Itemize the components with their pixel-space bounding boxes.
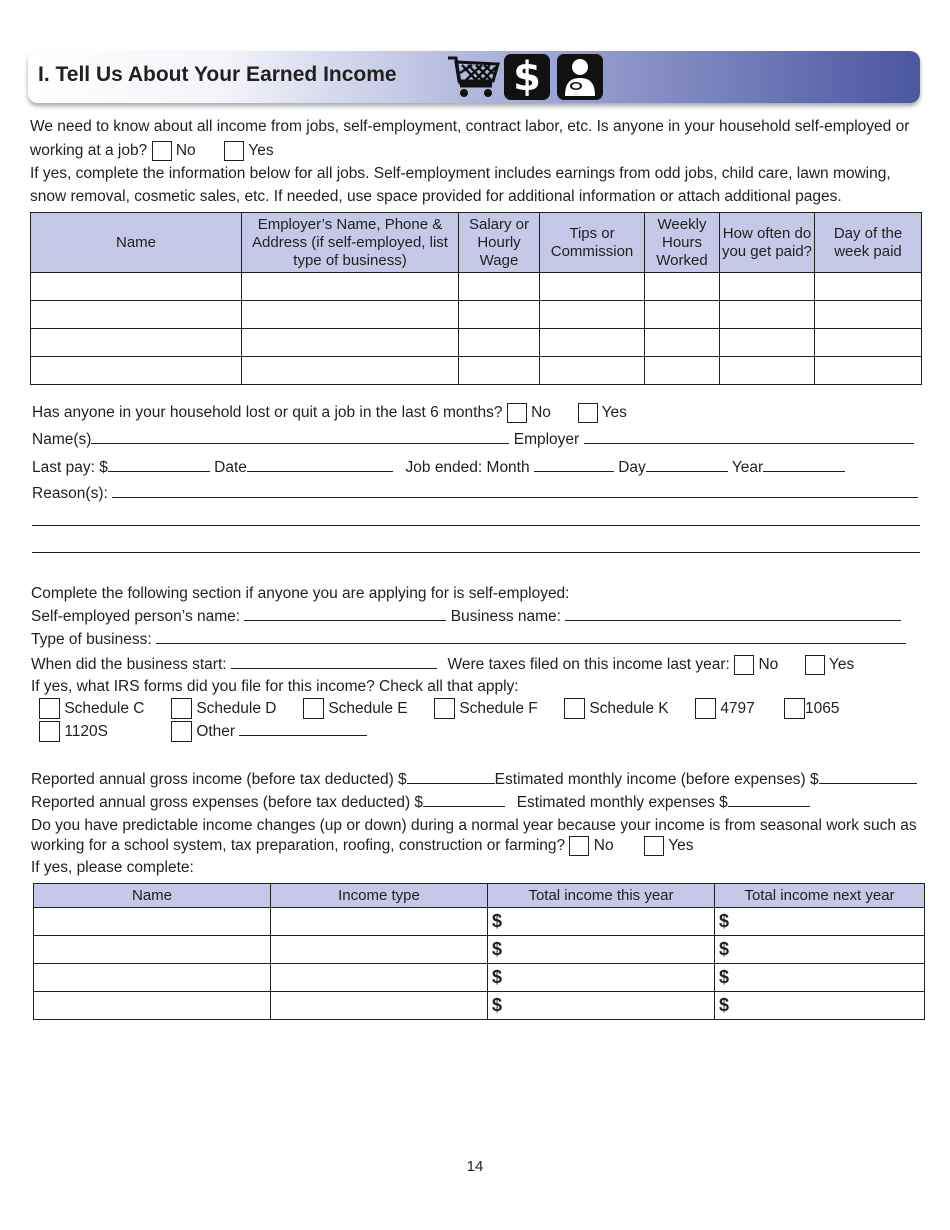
shopping-cart-icon: [446, 53, 500, 101]
lost-job-names-row: [32, 428, 914, 451]
date-field[interactable]: [247, 456, 393, 472]
est-monthly-income-field[interactable]: [819, 768, 917, 784]
last-pay-label: Last pay: $: [32, 459, 108, 476]
reasons-label: Reason(s):: [32, 485, 108, 502]
irs-form-4797: [695, 697, 755, 720]
schedule-f-checkbox[interactable]: [434, 698, 455, 719]
table-row: [34, 908, 925, 936]
predictable-no-label: No: [593, 837, 614, 854]
predictable-yes-label: Yes: [668, 837, 694, 854]
taxes-yes-checkbox[interactable]: [805, 655, 825, 675]
table-cell[interactable]: [34, 964, 271, 992]
table-cell[interactable]: [645, 329, 720, 357]
table-row: [34, 964, 925, 992]
job-no-label: No: [175, 142, 196, 159]
irs-form-schedule-f: [434, 697, 538, 720]
table-cell[interactable]: [242, 273, 459, 301]
table-cell[interactable]: [815, 301, 922, 329]
col-how-often: How often do you get paid?: [720, 213, 815, 273]
business-name-label: Business name:: [450, 608, 561, 625]
section-header: [28, 51, 920, 103]
last-pay-field[interactable]: [108, 456, 210, 472]
this-year-cell[interactable]: $: [488, 936, 715, 964]
schedule-e-label: Schedule E: [328, 700, 408, 717]
table-cell[interactable]: [34, 936, 271, 964]
names-label: Name(s): [32, 431, 92, 448]
gross-expenses-row: [31, 791, 810, 814]
lost-job-yes-label: Yes: [601, 404, 627, 421]
table-cell[interactable]: [540, 273, 645, 301]
this-year-cell[interactable]: $: [488, 908, 715, 936]
table-cell[interactable]: [645, 301, 720, 329]
table-cell[interactable]: [540, 357, 645, 385]
table-cell[interactable]: [271, 908, 488, 936]
intro-line-3: If yes, complete the information below for all jobs. Self-employment includes earnings from odd jobs, child care, lawn mowing,: [30, 165, 891, 182]
reasons-line-2[interactable]: [32, 525, 920, 526]
job-no-checkbox[interactable]: [152, 141, 172, 161]
table-cell[interactable]: [720, 357, 815, 385]
irs-question: If yes, what IRS forms did you file for this income? Check all that apply:: [31, 678, 519, 695]
day-field[interactable]: [646, 456, 728, 472]
reasons-line-3[interactable]: [32, 552, 920, 553]
next-year-cell[interactable]: $: [715, 992, 925, 1020]
business-start-field[interactable]: [231, 653, 437, 669]
table-cell[interactable]: [31, 357, 242, 385]
irs-form-schedule-e: [303, 697, 408, 720]
schedule-e-checkbox[interactable]: [303, 698, 324, 719]
table-row: [34, 992, 925, 1020]
other-checkbox[interactable]: [171, 721, 192, 742]
business-start-row: [31, 653, 854, 676]
table-cell[interactable]: [271, 936, 488, 964]
schedule-d-checkbox[interactable]: [171, 698, 192, 719]
table-cell[interactable]: [645, 273, 720, 301]
predictable-line-2: [31, 834, 694, 857]
form-4797-checkbox[interactable]: [695, 698, 716, 719]
intro-line-1: We need to know about all income from jobs, self-employment, contract labor, etc. Is anyone in your household self-employed or: [30, 118, 910, 135]
col-employer: Employer’s Name, Phone & Address (if self-employed, list type of business): [242, 213, 459, 273]
col-hours: Weekly Hours Worked: [645, 213, 720, 273]
gross-expenses-field[interactable]: [423, 791, 505, 807]
person-name-label: Self-employed person’s name:: [31, 608, 241, 625]
irs-form-1120s: [39, 720, 108, 743]
business-start-label: When did the business start:: [31, 656, 227, 673]
table-cell[interactable]: [645, 357, 720, 385]
form-4797-label: 4797: [720, 700, 755, 717]
other-label: Other: [196, 723, 236, 740]
table-row: [31, 301, 922, 329]
form-1065-checkbox[interactable]: [784, 698, 805, 719]
irs-form-other: [171, 720, 367, 743]
col-total-next-year: Total income next year: [715, 884, 925, 908]
irs-form-1065: [784, 697, 839, 720]
table-cell[interactable]: [815, 357, 922, 385]
est-monthly-expenses-field[interactable]: [728, 791, 810, 807]
taxes-no-label: No: [758, 656, 779, 673]
predictable-yes-checkbox[interactable]: [644, 836, 664, 856]
person-name-field[interactable]: [244, 605, 446, 621]
schedule-d-label: Schedule D: [196, 700, 277, 717]
this-year-cell[interactable]: $: [488, 992, 715, 1020]
gross-expenses-label: Reported annual gross expenses (before tax deducted) $: [31, 794, 424, 811]
gross-income-row: [31, 768, 917, 791]
table-row: [31, 273, 922, 301]
page-number: 14: [466, 1158, 484, 1175]
predictable-no-checkbox[interactable]: [569, 836, 589, 856]
lost-job-row: [32, 401, 627, 424]
job-yes-label: Yes: [248, 142, 274, 159]
predictable-line-1: Do you have predictable income changes (up or down) during a normal year because your income is from seasonal work such as: [31, 817, 917, 834]
person-icon: [557, 54, 603, 100]
last-pay-row: [32, 456, 845, 479]
business-type-row: [31, 628, 906, 651]
col-tips: Tips or Commission: [540, 213, 645, 273]
business-type-label: Type of business:: [31, 631, 152, 648]
date-label: Date: [214, 459, 247, 476]
jobs-table: [30, 212, 922, 385]
table-cell[interactable]: [242, 329, 459, 357]
predictable-question: working for a school system, tax preparation, roofing, construction or farming?: [31, 837, 566, 854]
this-year-cell[interactable]: $: [488, 964, 715, 992]
other-field[interactable]: [239, 720, 367, 736]
table-cell[interactable]: [540, 329, 645, 357]
intro-question: working at a job?: [30, 142, 148, 159]
business-type-field[interactable]: [156, 628, 906, 644]
self-employed-intro: Complete the following section if anyone you are applying for is self-employed:: [31, 585, 570, 602]
gross-income-field[interactable]: [407, 768, 495, 784]
taxes-no-checkbox[interactable]: [734, 655, 754, 675]
intro-line-4: snow removal, cosmetic sales, etc. If needed, use space provided for additional information or attach additional pages.: [30, 188, 842, 205]
table-cell[interactable]: [31, 329, 242, 357]
job-yes-checkbox[interactable]: [224, 141, 244, 161]
year-field[interactable]: [763, 456, 845, 472]
table-cell[interactable]: [271, 964, 488, 992]
table-cell[interactable]: [459, 273, 540, 301]
table-cell[interactable]: [459, 357, 540, 385]
schedule-c-label: Schedule C: [64, 700, 145, 717]
col-total-this-year: Total income this year: [488, 884, 715, 908]
lost-job-no-label: No: [531, 404, 551, 421]
table-cell[interactable]: [720, 329, 815, 357]
table-cell[interactable]: [815, 273, 922, 301]
table-cell[interactable]: [459, 329, 540, 357]
col-name: Name: [34, 884, 271, 908]
form-1120s-checkbox[interactable]: [39, 721, 60, 742]
table-row: [31, 357, 922, 385]
form-1065-label: 1065: [805, 700, 840, 717]
dollar-icon: $: [504, 54, 550, 100]
est-monthly-income-label: Estimated monthly income (before expenses) $: [494, 771, 819, 788]
table-row: [34, 936, 925, 964]
table-cell[interactable]: [271, 992, 488, 1020]
irs-form-schedule-c: [39, 697, 144, 720]
month-field[interactable]: [534, 456, 614, 472]
next-year-cell[interactable]: $: [715, 964, 925, 992]
job-ended-label: Job ended: Month: [405, 459, 530, 476]
col-day-paid: Day of the week paid: [815, 213, 922, 273]
next-year-cell[interactable]: $: [715, 936, 925, 964]
reasons-field[interactable]: [112, 482, 918, 498]
table-row: [31, 329, 922, 357]
lost-job-question: Has anyone in your household lost or quit a job in the last 6 months?: [32, 404, 503, 421]
next-year-cell[interactable]: $: [715, 908, 925, 936]
self-employed-name-row: [31, 605, 901, 628]
col-income-type: Income type: [271, 884, 488, 908]
please-complete: If yes, please complete:: [31, 859, 194, 876]
business-name-field[interactable]: [565, 605, 901, 621]
schedule-k-checkbox[interactable]: [564, 698, 585, 719]
irs-form-schedule-k: [564, 697, 669, 720]
est-monthly-expenses-label: Estimated monthly expenses $: [516, 794, 728, 811]
seasonal-income-table: [33, 883, 925, 1020]
table-cell[interactable]: [242, 301, 459, 329]
col-salary: Salary or Hourly Wage: [459, 213, 540, 273]
col-name: Name: [31, 213, 242, 273]
year-label: Year: [731, 459, 764, 476]
table-cell[interactable]: [815, 329, 922, 357]
employer-field[interactable]: [584, 428, 914, 444]
form-1120s-label: 1120S: [64, 723, 108, 740]
table-cell[interactable]: [34, 908, 271, 936]
table-cell[interactable]: [34, 992, 271, 1020]
table-cell[interactable]: [31, 273, 242, 301]
day-label: Day: [618, 459, 646, 476]
table-cell[interactable]: [31, 301, 242, 329]
reasons-row: [32, 482, 918, 505]
table-cell[interactable]: [720, 273, 815, 301]
employer-label: Employer: [513, 431, 580, 448]
irs-form-schedule-d: [171, 697, 276, 720]
schedule-f-label: Schedule F: [459, 700, 538, 717]
intro-line-2: [30, 139, 274, 162]
table-cell[interactable]: [242, 357, 459, 385]
section-title: I. Tell Us About Your Earned Income: [38, 63, 397, 86]
lost-job-yes-checkbox[interactable]: [578, 403, 598, 423]
taxes-filed-label: Were taxes filed on this income last year:: [447, 656, 730, 673]
names-field[interactable]: [91, 428, 509, 444]
gross-income-label: Reported annual gross income (before tax deducted) $: [31, 771, 407, 788]
table-cell[interactable]: [720, 301, 815, 329]
schedule-c-checkbox[interactable]: [39, 698, 60, 719]
table-cell[interactable]: [459, 301, 540, 329]
table-cell[interactable]: [540, 301, 645, 329]
lost-job-no-checkbox[interactable]: [507, 403, 527, 423]
schedule-k-label: Schedule K: [589, 700, 669, 717]
taxes-yes-label: Yes: [828, 656, 855, 673]
